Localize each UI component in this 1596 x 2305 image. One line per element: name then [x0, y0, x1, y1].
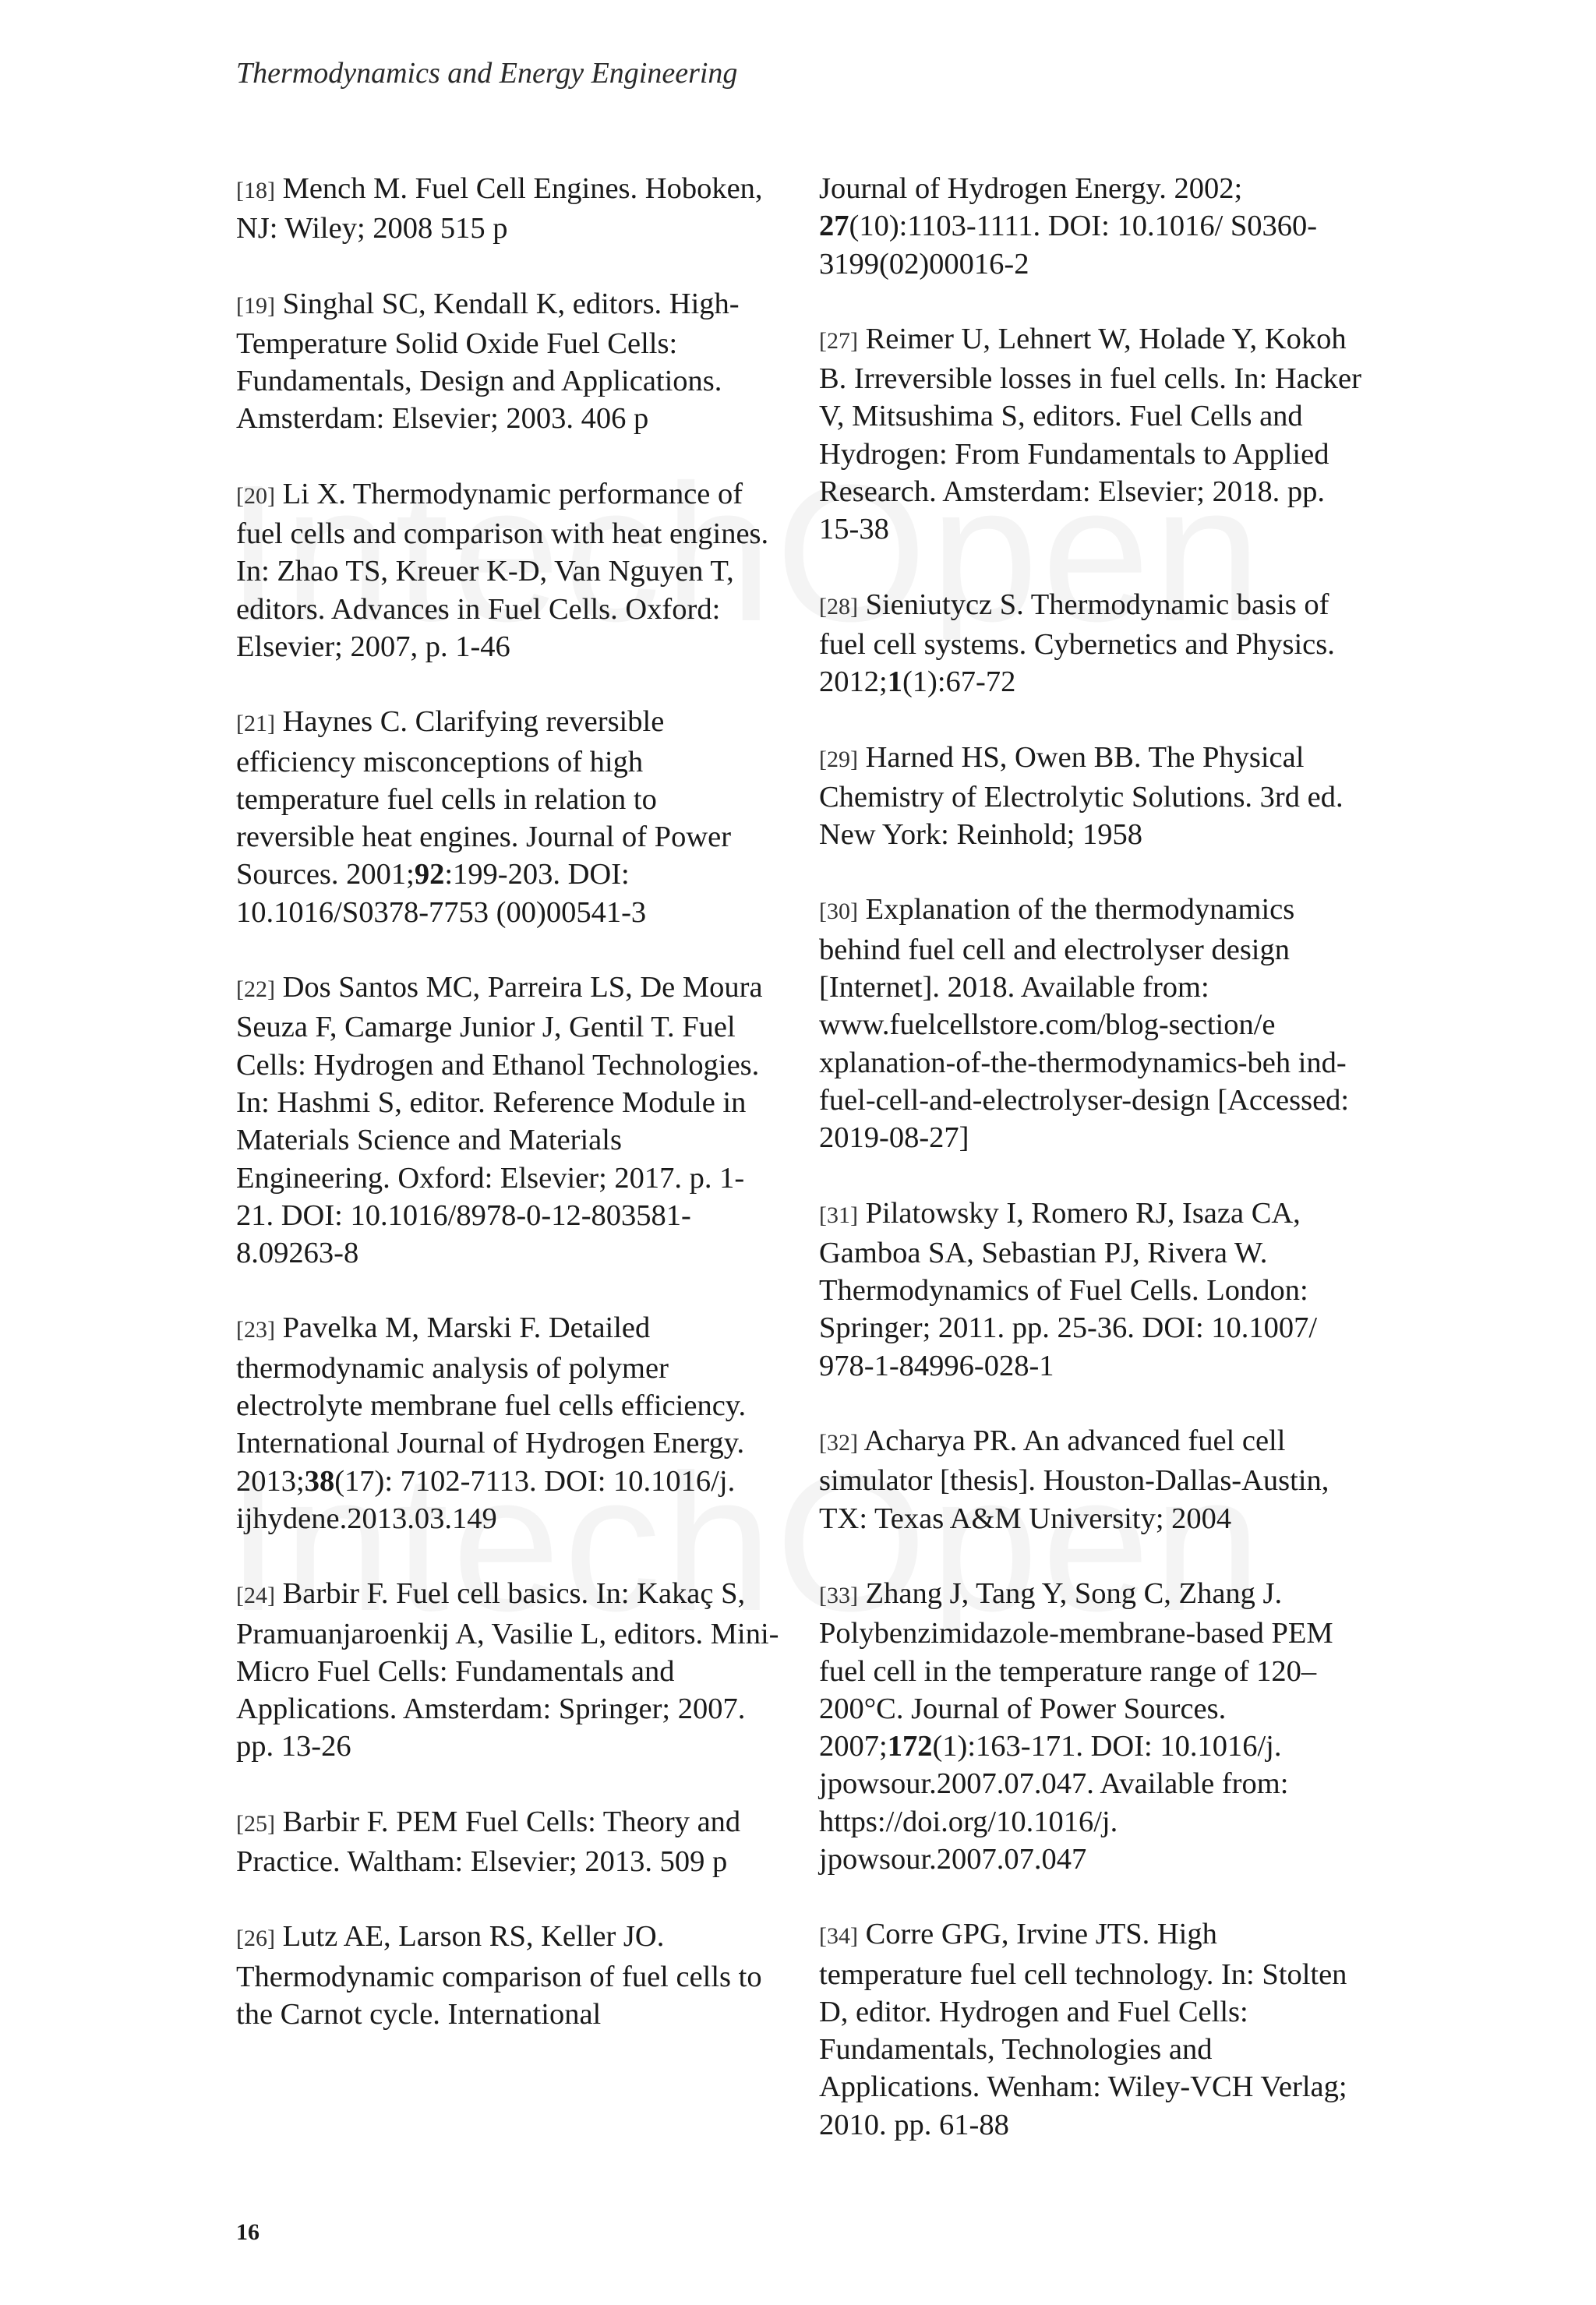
reference-number: [31]: [819, 1202, 858, 1228]
reference-entry: [236, 969, 782, 1272]
reference-number: [34]: [819, 1923, 858, 1950]
reference-column-left: [236, 170, 782, 2070]
reference-text: Li X. Thermodynamic performance of fuel cells and comparison with heat engines. In: Zhao TS, Kreuer K-D, Van Nguyen T, editors. Advances in Fuel Cells. Oxford: Elsevier; 2007, p. 1-46: [236, 477, 769, 663]
reference-text: :199-203. DOI: 10.1016/S0378-7753 (00)00541-3: [236, 858, 647, 929]
reference-text: (1):67-72: [902, 665, 1016, 699]
reference-entry: [819, 1195, 1365, 1385]
reference-entry: [236, 1803, 782, 1881]
reference-entry: [819, 739, 1365, 854]
reference-number: [19]: [236, 292, 275, 319]
reference-entry: [236, 703, 782, 931]
reference-entry: [236, 285, 782, 438]
reference-entry: [819, 1422, 1365, 1537]
reference-entry: [236, 475, 782, 665]
reference-text: Zhang J, Tang Y, Song C, Zhang J. Polybenzimidazole-membrane-based PEM fuel cell in the temperature range of 120–200°C. Journal of Power Sources. 2007;: [819, 1576, 1333, 1763]
reference-text: Corre GPG, Irvine JTS. High temperature fuel cell technology. In: Stolten D, editor. Hydrogen and Fuel Cells: Fundamentals, Technologies and Applications. Wenham: Wiley-VCH Verlag; 2010. pp. 61-88: [819, 1918, 1347, 2141]
reference-text: Mench M. Fuel Cell Engines. Hoboken, NJ: Wiley; 2008 515 p: [236, 172, 763, 245]
reference-volume: 172: [887, 1730, 933, 1763]
reference-volume: 38: [304, 1464, 335, 1498]
reference-number: [33]: [819, 1582, 858, 1608]
reference-volume: 27: [819, 210, 849, 243]
reference-number: [24]: [236, 1583, 275, 1609]
reference-text: Reimer U, Lehnert W, Holade Y, Kokoh B. Irreversible losses in fuel cells. In: Hacker V, Mitsushima S, editors. Fuel Cells and Hydrogen: From Fundamentals to Applied Research. Amsterdam: Elsevier; 2018. pp. 15-38: [819, 322, 1361, 546]
reference-number: [25]: [236, 1810, 275, 1837]
reference-entry: [236, 1918, 782, 2033]
reference-entry: [819, 320, 1365, 549]
reference-text: Lutz AE, Larson RS, Keller JO. Thermodynamic comparison of fuel cells to the Carnot cycle. International: [236, 1920, 762, 2031]
reference-text: (17): 7102-7113. DOI: 10.1016/j. ijhydene.2013.03.149: [236, 1464, 736, 1535]
reference-number: [29]: [819, 746, 858, 772]
reference-entry: [236, 1575, 782, 1765]
reference-column-right: [819, 170, 1365, 2181]
page-number: 16: [236, 2219, 260, 2245]
reference-text: Dos Santos MC, Parreira LS, De Moura Seuza F, Camarge Junior J, Gentil T. Fuel Cells: Hydrogen and Ethanol Technologies. In: Hashmi S, editor. Reference Module in Materials Science and Materials Engineering. Oxford: Elsevier; 2017. p. 1-21. DOI: 10.1016/8978-0-12-803581-8.09263-8: [236, 971, 763, 1270]
reference-text: Pavelka M, Marski F. Detailed thermodynamic analysis of polymer electrolyte membrane fuel cells efficiency. International Journal of Hydrogen Energy. 2013;: [236, 1311, 747, 1498]
reference-entry-continued: [819, 170, 1365, 283]
reference-entry: [236, 170, 782, 248]
reference-text: Pilatowsky I, Romero RJ, Isaza CA, Gamboa SA, Sebastian PJ, Rivera W. Thermodynamics of Fuel Cells. London: Springer; 2011. pp. 25-36. DOI: 10.1007/ 978-1-84996-028-1: [819, 1196, 1318, 1382]
reference-text: Singhal SC, Kendall K, editors. High-Temperature Solid Oxide Fuel Cells: Fundamentals, Design and Applications. Amsterdam: Elsevier; 2003. 406 p: [236, 287, 740, 436]
reference-text: Journal of Hydrogen Energy. 2002;: [819, 172, 1243, 205]
reference-entry: [236, 1309, 782, 1537]
reference-entry: [819, 1575, 1365, 1878]
reference-text: Sieniutycz S. Thermodynamic basis of fuel cell systems. Cybernetics and Physics. 2012;: [819, 588, 1335, 699]
reference-text: Barbir F. PEM Fuel Cells: Theory and Practice. Waltham: Elsevier; 2013. 509 p: [236, 1805, 741, 1878]
reference-entry: [819, 1915, 1365, 2144]
reference-number: [32]: [819, 1430, 858, 1456]
reference-number: [21]: [236, 711, 275, 737]
reference-number: [26]: [236, 1926, 275, 1952]
reference-number: [27]: [819, 327, 858, 354]
reference-entry: [819, 586, 1365, 701]
running-header: Thermodynamics and Energy Engineering: [236, 57, 738, 90]
reference-text: Haynes C. Clarifying reversible efficiency misconceptions of high temperature fuel cells in relation to reversible heat engines. Journal of Power Sources. 2001;: [236, 705, 732, 891]
reference-number: [23]: [236, 1317, 275, 1343]
reference-text: (1):163-171. DOI: 10.1016/j. jpowsour.2007.07.047. Available from: https://doi.org/10.1016/j. jpowsour.2007.07.047: [819, 1730, 1289, 1876]
reference-number: [22]: [236, 976, 275, 1003]
reference-number: [30]: [819, 898, 858, 925]
reference-volume: 1: [887, 665, 902, 699]
reference-text: Barbir F. Fuel cell basics. In: Kakaç S, Pramuanjaroenkij A, Vasilie L, editors. Mini-Micro Fuel Cells: Fundamentals and Applications. Amsterdam: Springer; 2007. pp. 13-26: [236, 1577, 779, 1763]
reference-volume: 92: [414, 858, 445, 891]
reference-text: Explanation of the thermodynamics behind fuel cell and electrolyser design [Internet]. 2018. Available from: www.fuelcellstore.com/blog-section/e xplanation-of-the-thermodynamics-beh ind-fuel-cell-and-electrolyser-design [Accessed: 2019-08-27]: [819, 893, 1350, 1155]
reference-number: [18]: [236, 178, 275, 203]
reference-entry: [819, 891, 1365, 1156]
reference-text: (10):1103-1111. DOI: 10.1016/ S0360-3199(02)00016-2: [819, 210, 1318, 281]
reference-text: Acharya PR. An advanced fuel cell simulator [thesis]. Houston-Dallas-Austin, TX: Texas A&M University; 2004: [819, 1424, 1329, 1535]
reference-number: [28]: [819, 593, 858, 619]
reference-number: [20]: [236, 482, 275, 509]
reference-text: Harned HS, Owen BB. The Physical Chemistry of Electrolytic Solutions. 3rd ed. New York: Reinhold; 1958: [819, 740, 1344, 852]
